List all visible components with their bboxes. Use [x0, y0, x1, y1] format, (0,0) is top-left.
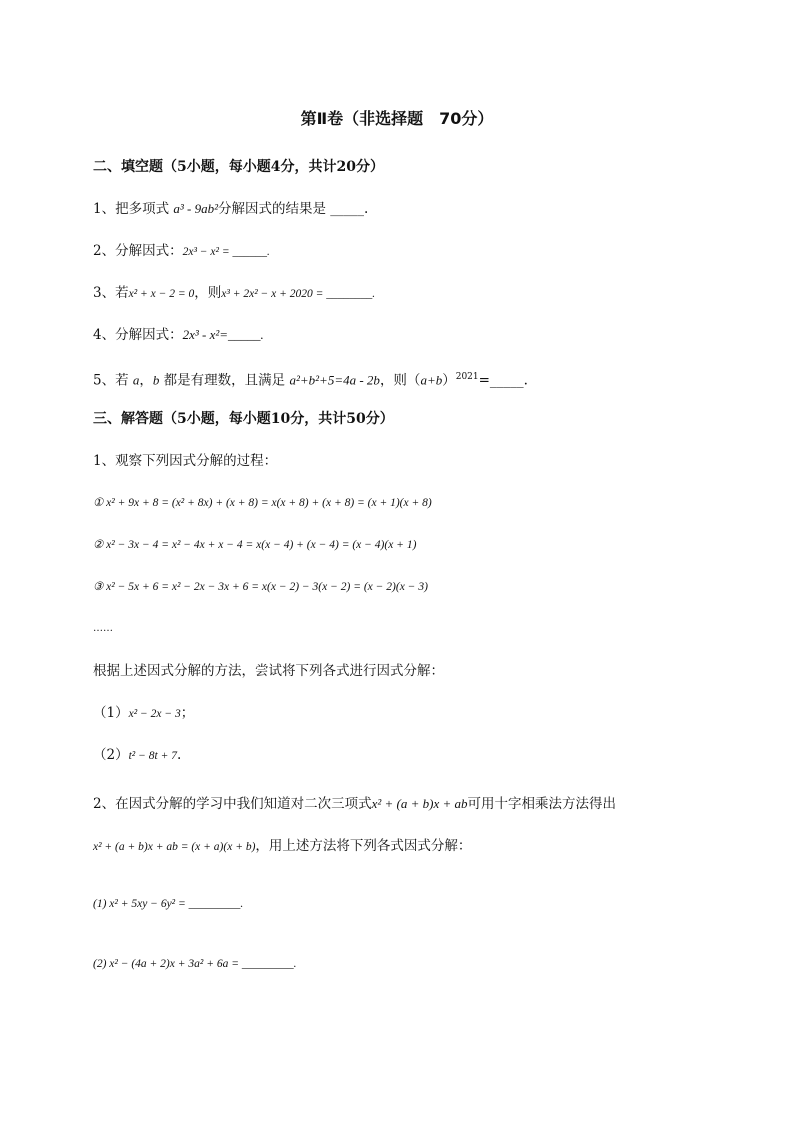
sub2-math: t² − 8t + 7	[128, 750, 177, 762]
problem-2-line-2	[93, 836, 471, 857]
problem-2-line-1	[93, 794, 616, 814]
sub2-label: （2）	[93, 747, 129, 763]
sub1-label: （1）	[93, 705, 129, 721]
q3-text-pre: 3、若	[93, 285, 129, 301]
sub1-math: x² − 2x − 3	[128, 708, 181, 720]
problem-1-ellipsis: ……	[93, 623, 113, 634]
fill-question-4	[93, 325, 264, 345]
q4-text-pre: 4、分解因式：	[93, 327, 183, 343]
problem-1-subquestion-1	[93, 703, 194, 724]
p2-math-identity: x² + (a + b)x + ab = (x + a)(x + b)	[93, 841, 256, 853]
q5-exponent: 2021	[455, 372, 479, 382]
sub1-end: ；	[180, 705, 195, 721]
q3-math-expression: x³ + 2x² − x + 2020 = ________.	[221, 288, 376, 300]
p2-text-pre: 2、在因式分解的学习中我们知道对二次三项式	[93, 796, 372, 812]
problem-1-example-3: ③ x² − 5x + 6 = x² − 2x − 3x + 6 = x(x − 2) − 3(x − 2) = (x − 2)(x − 3)	[93, 581, 428, 593]
section-fill-in-heading: 二、填空题（5小题，每小题4分，共计20分）	[93, 159, 384, 175]
sub2-end: .	[176, 747, 182, 763]
q1-text-post: 分解因式的结果是 _____.	[218, 201, 369, 217]
q1-text-pre: 1、把多项式	[93, 201, 174, 217]
problem-1-intro: 1、观察下列因式分解的过程：	[93, 453, 278, 469]
q5-comma: ，	[139, 372, 153, 389]
part-title: 第Ⅱ卷（非选择题 70分）	[300, 109, 494, 128]
q3-math-condition: x² + x − 2 = 0	[128, 288, 195, 300]
q2-math: 2x³ − x² = ______.	[182, 246, 270, 258]
q4-math: 2x³ - x²=_____.	[182, 327, 264, 342]
problem-2-subquestion-1: (1) x² + 5xy − 6y² = _________.	[93, 898, 244, 910]
q5-text-then: ，则（	[379, 372, 421, 389]
q5-text-pre: 5、若	[93, 372, 133, 389]
q5-var-a: a	[132, 372, 140, 388]
section-answer-heading: 三、解答题（5小题，每小题10分，共计50分）	[93, 411, 394, 427]
q5-text-end: =_____.	[478, 372, 528, 389]
fill-question-3	[93, 283, 375, 304]
problem-1-subquestion-2	[93, 745, 181, 766]
fill-question-1	[93, 199, 368, 219]
p2-text-post: 可用十字相乘法方法得出	[467, 796, 617, 812]
fill-question-2	[93, 241, 270, 262]
problem-1-instruction: 根据上述因式分解的方法，尝试将下列各式进行因式分解：	[93, 663, 444, 679]
q3-text-mid: ，则	[194, 285, 222, 301]
q5-text-mid: 都是有理数，且满足	[159, 372, 290, 389]
fill-question-5	[93, 367, 528, 391]
q5-math-condition: a²+b²+5=4a - 2b	[289, 372, 380, 388]
problem-2-subquestion-2: (2) x² − (4a + 2)x + 3a² + 6a = _________.	[93, 958, 297, 970]
q5-math-sum: a+b	[420, 372, 443, 388]
q2-text-pre: 2、分解因式：	[93, 243, 183, 259]
q5-var-b: b	[152, 372, 160, 388]
q5-text-close: ）	[442, 372, 456, 389]
problem-1-example-1: ① x² + 9x + 8 = (x² + 8x) + (x + 8) = x(x + 8) + (x + 8) = (x + 1)(x + 8)	[93, 497, 432, 509]
problem-1-example-2: ② x² − 3x − 4 = x² − 4x + x − 4 = x(x − 4) + (x − 4) = (x − 4)(x + 1)	[93, 539, 417, 551]
q1-math: a³ - 9ab²	[173, 201, 219, 216]
p2-math-trinomial: x² + (a + b)x + ab	[371, 796, 468, 811]
p2-text-instruction: ，用上述方法将下列各式因式分解：	[255, 838, 472, 854]
